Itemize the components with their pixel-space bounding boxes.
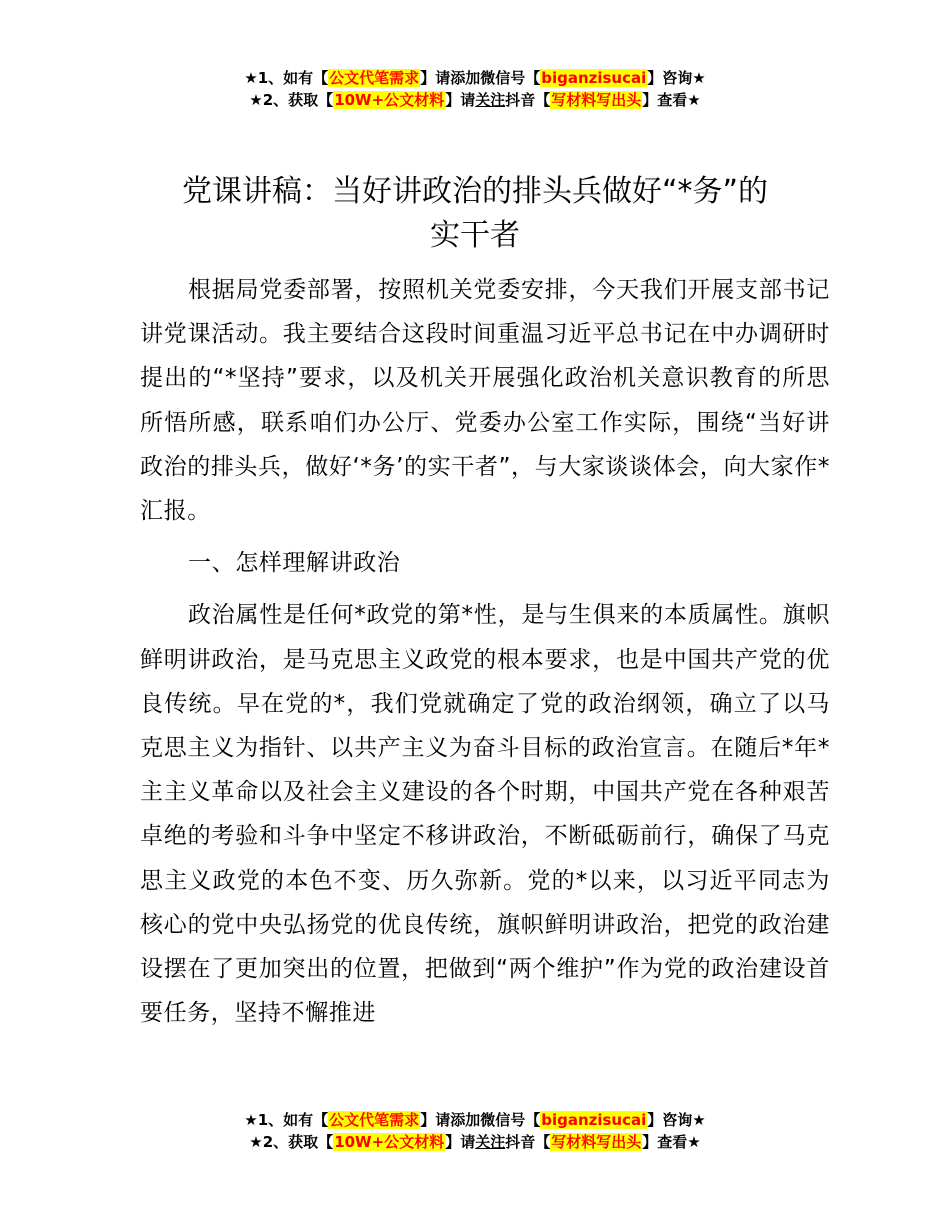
banner-text: ★1、如有【 xyxy=(244,1111,329,1129)
title-line-2: 实干者 xyxy=(430,218,520,253)
banner-underlined: 关注 xyxy=(475,91,506,109)
banner-highlight: 10W+公文材料 xyxy=(334,1133,445,1151)
paragraph-intro: 根据局党委部署，按照机关党委安排，今天我们开展支部书记讲党课活动。我主要结合这段时间重温习近平总书记在中办调研时提出的“*坚持”要求，以及机关开展强化政治机关意识教育的所思所悟所感，联系咱们办公厅、党委办公室工作实际，围绕“当好讲政治的排头兵，做好‘*务’的实干者”，与大家谈谈体会，向大家作*汇报。 xyxy=(140,277,830,525)
banner-text: 】请添加微信号【 xyxy=(420,69,541,87)
banner-text: ★1、如有【 xyxy=(244,69,329,87)
wechat-id-highlight: biganzisucai xyxy=(541,1111,647,1129)
banner-text: 】请 xyxy=(445,91,476,109)
document-title xyxy=(140,170,810,258)
banner-text: 】查看★ xyxy=(642,1133,701,1151)
wechat-id-highlight: biganzisucai xyxy=(541,69,647,87)
banner-highlight: 10W+公文材料 xyxy=(334,91,445,109)
banner-text: 抖音【 xyxy=(505,1133,551,1151)
footer-banner xyxy=(0,1109,950,1153)
document-body xyxy=(140,268,830,1035)
banner-text: 抖音【 xyxy=(505,91,551,109)
banner-line-1 xyxy=(0,67,950,89)
banner-underlined: 关注 xyxy=(475,1133,506,1151)
banner-text: 】请添加微信号【 xyxy=(420,1111,541,1129)
douyin-highlight: 写材料写出头 xyxy=(551,91,642,109)
banner-line-1 xyxy=(0,1109,950,1131)
banner-text: 】请 xyxy=(445,1133,476,1151)
banner-text: ★2、获取【 xyxy=(249,1133,334,1151)
banner-text: 】查看★ xyxy=(642,91,701,109)
banner-text: 】咨询★ xyxy=(647,69,706,87)
banner-highlight: 公文代笔需求 xyxy=(329,1111,420,1129)
banner-highlight: 公文代笔需求 xyxy=(329,69,420,87)
paragraph-body: 政治属性是任何*政党的第*性，是与生俱来的本质属性。旗帜鲜明讲政治，是马克思主义政党的根本要求，也是中国共产党的优良传统。早在党的*，我们党就确定了党的政治纲领，确立了以马克思主义为指针、以共产主义为奋斗目标的政治宣言。在随后*年*主主义革命以及社会主义建设的各个时期，中国共产党在各种艰苦卓绝的考验和斗争中坚定不移讲政治，不断砥砺前行，确保了马克思主义政党的本色不变、历久弥新。党的*以来，以习近平同志为核心的党中央弘扬党的优良传统，旗帜鲜明讲政治，把党的政治建设摆在了更加突出的位置，把做到“两个维护”作为党的政治建设首要任务，坚持不懈推进 xyxy=(140,602,830,1027)
douyin-highlight: 写材料写出头 xyxy=(551,1133,642,1151)
banner-text: 】咨询★ xyxy=(647,1111,706,1129)
title-line-1: 党课讲稿：当好讲政治的排头兵做好“*务”的 xyxy=(181,174,769,209)
banner-text: ★2、获取【 xyxy=(249,91,334,109)
header-banner xyxy=(0,67,950,111)
banner-line-2 xyxy=(0,1131,950,1153)
section-heading: 一、怎样理解讲政治 xyxy=(188,550,401,577)
banner-line-2 xyxy=(0,89,950,111)
